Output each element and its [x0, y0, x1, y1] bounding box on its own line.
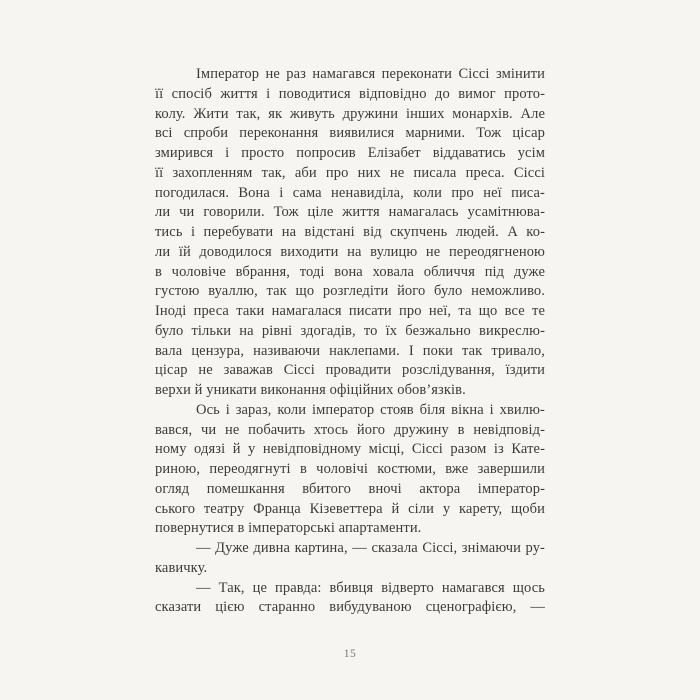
text-line: кавичку. [155, 559, 208, 576]
text-line: тись і перебувати на відстані від скупчень людей. А ко- [155, 224, 545, 240]
page-number: 15 [343, 648, 357, 660]
text-line: Імператор не раз намагався переконати Сіссі змінити [196, 66, 545, 82]
text-line: Ось і зараз, коли імператор стояв біля вікна і хвилю- [196, 401, 545, 418]
text-line: погодилася. Вона і сама ненавиділа, коли про неї писа- [155, 184, 545, 201]
text-line: ному одязі й у невідповідному місці, Сіссі разом із Кате- [155, 441, 545, 458]
text-line: — Дуже дивна картина, — сказала Сіссі, знімаючи ру- [196, 540, 545, 556]
text-line: колу. Жити так, як живуть дружини інших монархів. Але [155, 105, 545, 122]
text-line: в чоловіче вбрання, тоді вона ховала обличчя під дуже [155, 263, 545, 280]
text-line: змирився і просто попросив Елізабет віддаватись усім [155, 145, 545, 161]
text-line: її спосіб життя і поводитися відповідно до вимог прото- [155, 85, 545, 102]
text-line: сказати цією старанно вибудуваною сценографією, — [155, 599, 545, 616]
text-line: вала цензура, називаючи наклепами. І поки так тривало, [155, 342, 545, 359]
text-line: ли їй доводилося виходити на вулицю не переодягненою [155, 243, 545, 260]
text-block [155, 65, 545, 618]
text-line: густою вуаллю, так що розгледіти його було неможливо. [155, 283, 545, 300]
text-line: ли чи говорили. Тож ціле життя намагалась усамітнюва- [155, 204, 545, 221]
text-line: її захопленням так, аби про них не писала преса. Сіссі [155, 164, 545, 181]
text-line: всі спроби переконання виявилися марними. Тож цісар [155, 125, 545, 142]
text-line: повернутися в імператорські апартаменти. [155, 520, 422, 537]
text-line: верхи й уникати виконання офіційних обов’язків. [155, 382, 466, 398]
text-line: риною, переодягнуті в чоловічі костюми, вже завершили [155, 461, 545, 477]
text-line: було тільки на рівні здогадів, то їх безжально викреслю- [155, 322, 545, 339]
text-line: огляд помешкання вбитого вночі актора імператор- [155, 480, 545, 497]
text-line: ського театру Франца Кізеветтера й сіли у карету, щоби [155, 500, 545, 517]
text-line: цісар не заважав Сіссі провадити розслідування, їздити [155, 362, 545, 379]
text-line: — Так, це правда: вбивця відверто намагався щось [196, 579, 545, 596]
text-line: Іноді преса таки намагалася писати про неї, та що все те [155, 303, 545, 319]
text-line: вався, чи не побачить хтось його дружину в невідповід- [155, 421, 545, 438]
